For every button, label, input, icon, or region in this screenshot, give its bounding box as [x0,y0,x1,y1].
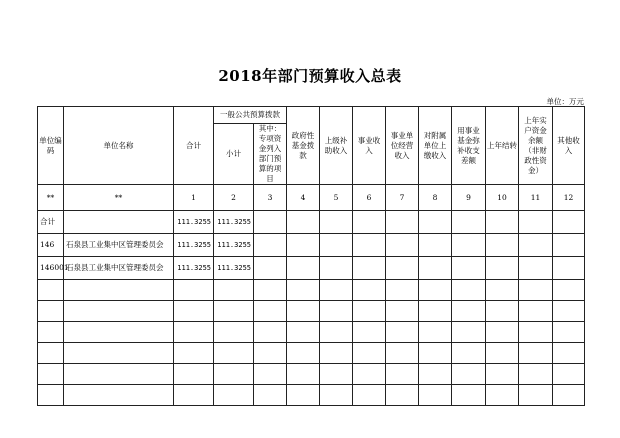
header-superior: 上级补助收入 [324,135,348,155]
page-title: 2018年部门预算收入总表 [218,67,402,85]
index-cell: 12 [553,185,585,211]
row-code: 146001 [38,257,64,280]
header-subordinate: 对附属单位上缴收入 [423,130,447,160]
header-operating: 事业单位经营收入 [390,130,414,160]
index-cell: 1 [174,185,214,211]
table-row-empty [38,322,585,343]
index-cell: ** [64,185,174,211]
header-included: 其中：专项资金列入部门预算的项目 [258,124,282,183]
index-row [38,185,585,211]
index-cell: 8 [419,185,452,211]
table-row [38,257,585,280]
index-cell: 5 [320,185,353,211]
index-cell: 6 [353,185,386,211]
header-subtotal: 小计 [214,124,254,185]
row-total: 111.3255 [174,257,214,280]
header-general-budget: 一般公共预算拨款 [214,107,287,124]
row-name: 石泉县工业集中区管理委员会 [64,257,174,280]
index-cell: 2 [214,185,254,211]
row-name [64,211,174,234]
index-cell: 11 [519,185,553,211]
table-row-empty [38,343,585,364]
row-subtotal: 111.3255 [214,234,254,257]
header-business: 事业收入 [357,135,381,155]
index-cell: 10 [486,185,519,211]
index-cell: 7 [386,185,419,211]
row-total: 111.3255 [174,211,214,234]
index-cell: 3 [254,185,287,211]
header-cover: 用事业基金弥补收支差额 [457,125,480,165]
index-cell: 9 [452,185,486,211]
row-code: 146 [38,234,64,257]
header-name: 单位名称 [64,107,174,185]
row-subtotal: 111.3255 [214,211,254,234]
table-row-empty [38,280,585,301]
row-subtotal: 111.3255 [214,257,254,280]
row-code: 合计 [38,211,64,234]
row-name: 石泉县工业集中区管理委员会 [64,234,174,257]
index-cell: 4 [287,185,320,211]
table-row-empty [38,301,585,322]
header-carryover: 上年结转 [486,107,519,185]
row-total: 111.3255 [174,234,214,257]
table-row [38,234,585,257]
table-row-empty [38,364,585,385]
unit-label: 单位：万元 [546,97,584,106]
table-row-empty [38,385,585,406]
header-balance: 上年实户资金余额（非财政性资金） [524,115,547,175]
index-cell: ** [38,185,64,211]
header-fund: 政府性基金拨款 [291,130,315,160]
header-other: 其他收入 [557,135,580,155]
revenue-table [37,106,585,406]
header-code: 单位编码 [38,107,64,185]
header-total: 合计 [174,107,214,185]
table-row [38,211,585,234]
